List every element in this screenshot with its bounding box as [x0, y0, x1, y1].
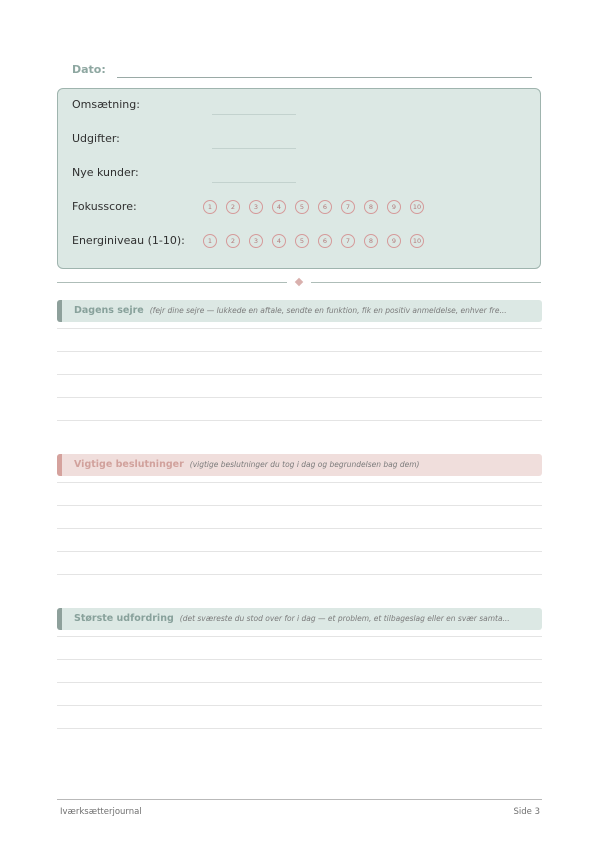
energy-level-option[interactable]: 9: [387, 234, 401, 248]
focus-score-option[interactable]: 3: [249, 200, 263, 214]
ornamental-divider: [57, 278, 541, 288]
focus-score-option[interactable]: 7: [341, 200, 355, 214]
energy-level-option[interactable]: 4: [272, 234, 286, 248]
daily-metrics-panel: [57, 88, 541, 269]
divider-line-left: [57, 282, 287, 283]
writing-line[interactable]: [57, 551, 542, 552]
section-accent-bar: [57, 300, 62, 322]
energy-level-option[interactable]: 6: [318, 234, 332, 248]
energy-level-label: Energiniveau (1-10):: [72, 234, 185, 247]
focus-score-option[interactable]: 10: [410, 200, 424, 214]
writing-line[interactable]: [57, 420, 542, 421]
challenge-section-hint: (det sværeste du stod over for i dag — et problem, et tilbageslag eller en svær samta...: [179, 614, 510, 623]
focus-score-option[interactable]: 1: [203, 200, 217, 214]
writing-line[interactable]: [57, 328, 542, 329]
writing-line[interactable]: [57, 682, 542, 683]
divider-line-right: [311, 282, 541, 283]
date-row: [72, 63, 532, 79]
writing-line[interactable]: [57, 574, 542, 575]
writing-line[interactable]: [57, 505, 542, 506]
footer-rule: [57, 799, 542, 800]
energy-level-option[interactable]: 10: [410, 234, 424, 248]
challenge-section-title: Største udfordring (det sværeste du stod over for i dag — et problem, et tilbageslag eller en svær samta...: [74, 613, 510, 624]
writing-line[interactable]: [57, 351, 542, 352]
new-customers-label: Nye kunder:: [72, 166, 139, 179]
diamond-ornament-icon: [295, 278, 303, 286]
writing-line[interactable]: [57, 482, 542, 483]
challenge-section-header: [57, 608, 542, 630]
date-input-line[interactable]: [117, 77, 532, 78]
writing-line[interactable]: [57, 374, 542, 375]
decisions-section-hint: (vigtige beslutninger du tog i dag og begrundelsen bag dem): [189, 460, 420, 469]
focus-score-option[interactable]: 4: [272, 200, 286, 214]
date-label: Dato:: [72, 63, 106, 76]
energy-level-option[interactable]: 1: [203, 234, 217, 248]
section-accent-bar: [57, 454, 62, 476]
wins-section-hint: (fejr dine sejre — lukkede en aftale, sendte en funktion, fik en positiv anmeldelse, enhver fre...: [149, 306, 507, 315]
writing-line[interactable]: [57, 659, 542, 660]
revenue-input-line[interactable]: [212, 114, 296, 115]
footer-page-number: Side 3: [513, 807, 540, 817]
section-accent-bar: [57, 608, 62, 630]
decisions-section-title: Vigtige beslutninger (vigtige beslutninger du tog i dag og begrundelsen bag dem): [74, 459, 420, 470]
expenses-label: Udgifter:: [72, 132, 120, 145]
wins-section-title: Dagens sejre (fejr dine sejre — lukkede en aftale, sendte en funktion, fik en positiv anmeldelse, enhver fre...: [74, 305, 507, 316]
focus-score-option[interactable]: 5: [295, 200, 309, 214]
energy-level-option[interactable]: 3: [249, 234, 263, 248]
focus-score-option[interactable]: 9: [387, 200, 401, 214]
writing-line[interactable]: [57, 636, 542, 637]
focus-score-option[interactable]: 8: [364, 200, 378, 214]
focus-score-option[interactable]: 6: [318, 200, 332, 214]
energy-level-option[interactable]: 5: [295, 234, 309, 248]
writing-line[interactable]: [57, 728, 542, 729]
writing-line[interactable]: [57, 705, 542, 706]
writing-line[interactable]: [57, 528, 542, 529]
revenue-label: Omsætning:: [72, 98, 140, 111]
writing-line[interactable]: [57, 397, 542, 398]
energy-level-option[interactable]: 2: [226, 234, 240, 248]
expenses-input-line[interactable]: [212, 148, 296, 149]
footer-journal-title: Iværksætterjournal: [60, 807, 142, 817]
wins-section-header: [57, 300, 542, 322]
energy-level-option[interactable]: 8: [364, 234, 378, 248]
focus-score-label: Fokusscore:: [72, 200, 137, 213]
focus-score-option[interactable]: 2: [226, 200, 240, 214]
new-customers-input-line[interactable]: [212, 182, 296, 183]
energy-level-option[interactable]: 7: [341, 234, 355, 248]
decisions-section-header: [57, 454, 542, 476]
